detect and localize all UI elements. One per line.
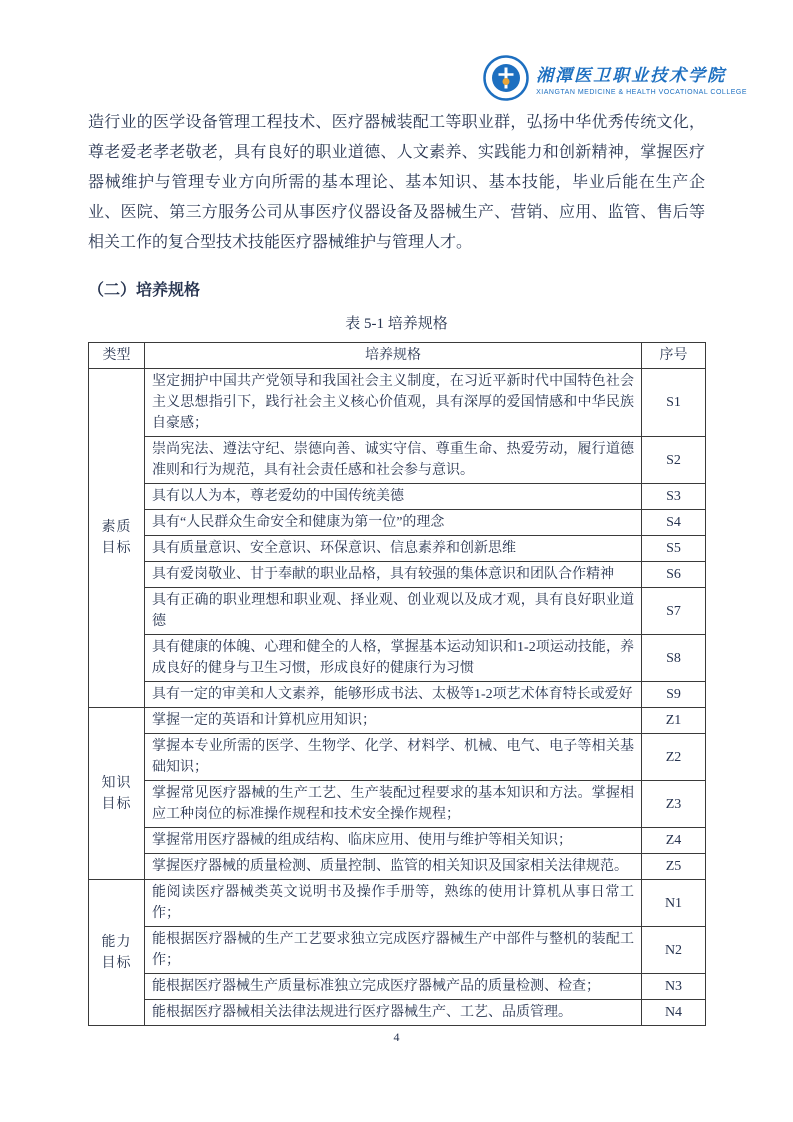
table-row: [89, 510, 706, 536]
table-caption: 表 5-1 培养规格: [345, 316, 448, 332]
spec-code: N4: [642, 1000, 706, 1026]
intro-paragraph: 造行业的医学设备管理工程技术、医疗器械装配工等职业群，弘扬中华优秀传统文化，尊老爱老孝老敬老，具有良好的职业道德、人文素养、实践能力和创新精神，掌握医疗器械维护与管理专业方向所需的基本理论、基本知识、基本技能，毕业后能在生产企业、医院、第三方服务公司从事医疗仪器设备及器械生产、营销、应用、监管、售后等相关工作的复合型技术技能医疗器械维护与管理人才。: [88, 114, 705, 251]
table-row: [89, 484, 706, 510]
row-group-type: 素质目标: [89, 369, 145, 708]
spec-code: S3: [642, 484, 706, 510]
spec-text: 能阅读医疗器械类英文说明书及操作手册等，熟练的使用计算机从事日常工作；: [145, 880, 642, 927]
page-number: 4: [393, 1030, 400, 1044]
spec-text: 掌握常用医疗器械的组成结构、临床应用、使用与维护等相关知识；: [145, 828, 642, 854]
spec-code: N3: [642, 974, 706, 1000]
section-heading: （二）培养规格: [88, 282, 201, 299]
table-row: [89, 682, 706, 708]
table-row: [89, 588, 706, 635]
table-row: [89, 974, 706, 1000]
spec-code: Z2: [642, 734, 706, 781]
table-row: [89, 369, 706, 437]
spec-text: 掌握一定的英语和计算机应用知识；: [145, 708, 642, 734]
document-content: [88, 108, 705, 1026]
spec-code: Z3: [642, 781, 706, 828]
spec-code: S4: [642, 510, 706, 536]
spec-code: S7: [642, 588, 706, 635]
spec-text: 掌握常见医疗器械的生产工艺、生产装配过程要求的基本知识和方法。掌握相应工种岗位的标准操作规程和技术安全操作规程；: [145, 781, 642, 828]
spec-code: S9: [642, 682, 706, 708]
spec-text: 具有“人民群众生命安全和健康为第一位”的理念: [145, 510, 642, 536]
college-name-en: XIANGTAN MEDICINE & HEALTH VOCATIONAL COLLEGE: [536, 88, 747, 96]
table-row: [89, 880, 706, 927]
spec-code: N2: [642, 927, 706, 974]
table-row: [89, 927, 706, 974]
spec-text: 能根据医疗器械的生产工艺要求独立完成医疗器械生产中部件与整机的装配工作；: [145, 927, 642, 974]
table-header-row: [89, 343, 706, 369]
spec-text: 掌握本专业所需的医学、生物学、化学、材料学、机械、电气、电子等相关基础知识；: [145, 734, 642, 781]
spec-text: 具有质量意识、安全意识、环保意识、信息素养和创新思维: [145, 536, 642, 562]
table-row: [89, 1000, 706, 1026]
spec-text: 具有健康的体魄、心理和健全的人格，掌握基本运动知识和1-2项运动技能，养成良好的健身与卫生习惯，形成良好的健康行为习惯: [145, 635, 642, 682]
spec-text: 能根据医疗器械生产质量标准独立完成医疗器械产品的质量检测、检查；: [145, 974, 642, 1000]
college-name-cn: 湘潭医卫职业技术学院: [536, 65, 727, 85]
table-row: [89, 708, 706, 734]
spec-text: 掌握医疗器械的质量检测、质量控制、监管的相关知识及国家相关法律规范。: [145, 854, 642, 880]
row-group-type: 知识目标: [89, 708, 145, 880]
spec-code: Z5: [642, 854, 706, 880]
spec-code: S5: [642, 536, 706, 562]
table-row: [89, 854, 706, 880]
spec-table-body: [89, 369, 706, 1026]
table-row: [89, 536, 706, 562]
spec-code: S8: [642, 635, 706, 682]
table-row: [89, 734, 706, 781]
header-spec: 培养规格: [145, 343, 642, 369]
spec-text: 具有正确的职业理想和职业观、择业观、创业观以及成才观，具有良好职业道德: [145, 588, 642, 635]
spec-text: 崇尚宪法、遵法守纪、崇德向善、诚实守信、尊重生命、热爱劳动，履行道德准则和行为规范，具有社会责任感和社会参与意识。: [145, 437, 642, 484]
header-type: 类型: [89, 343, 145, 369]
college-logo-text: [536, 61, 747, 96]
college-logo: [483, 55, 747, 101]
table-row: [89, 635, 706, 682]
spec-code: Z4: [642, 828, 706, 854]
table-row: [89, 781, 706, 828]
header-code: 序号: [642, 343, 706, 369]
spec-text: 具有爱岗敬业、甘于奉献的职业品格，具有较强的集体意识和团队合作精神: [145, 562, 642, 588]
table-row: [89, 828, 706, 854]
spec-text: 具有以人为本，尊老爱幼的中国传统美德: [145, 484, 642, 510]
spec-text: 坚定拥护中国共产党领导和我国社会主义制度，在习近平新时代中国特色社会主义思想指引下，践行社会主义核心价值观，具有深厚的爱国情感和中华民族自豪感；: [145, 369, 642, 437]
table-row: [89, 437, 706, 484]
spec-text: 具有一定的审美和人文素养，能够形成书法、太极等1-2项艺术体育特长或爱好: [145, 682, 642, 708]
table-row: [89, 562, 706, 588]
spec-text: 能根据医疗器械相关法律法规进行医疗器械生产、工艺、品质管理。: [145, 1000, 642, 1026]
college-logo-icon: [483, 55, 529, 101]
spec-code: Z1: [642, 708, 706, 734]
spec-code: S2: [642, 437, 706, 484]
spec-code: S1: [642, 369, 706, 437]
row-group-type: 能力目标: [89, 880, 145, 1026]
spec-code: N1: [642, 880, 706, 927]
spec-code: S6: [642, 562, 706, 588]
training-spec-table: [88, 342, 706, 1026]
